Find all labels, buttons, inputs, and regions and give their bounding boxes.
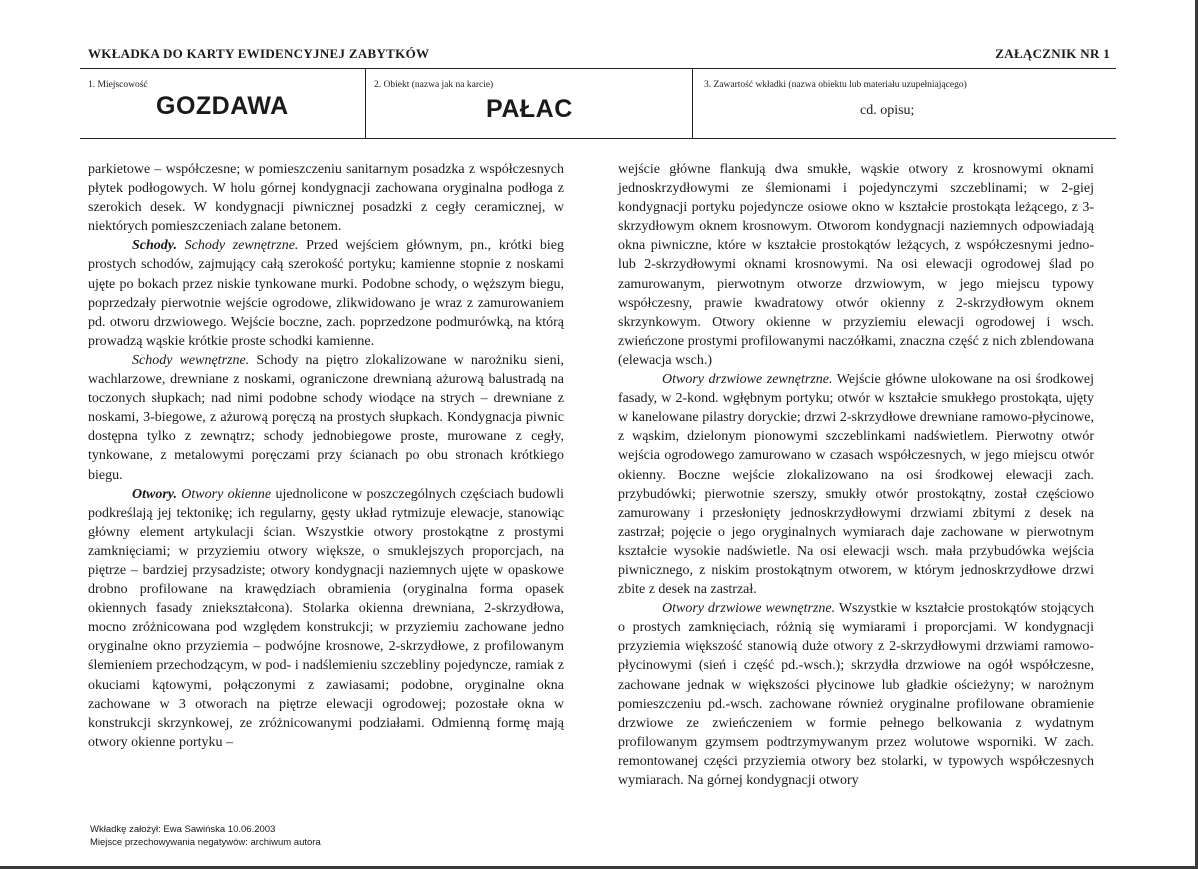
- paragraph-floors: parkietowe – współczesne; w pomieszczeniu sanitarnym posadzka z współczesnych płytek podłogowych. W holu górnej kondygnacji zachowana oryginalna podłoga z szerokich desek. W kondygnacji piwnicznej posadzki z cegły ceramicznej, w niektórych pomieszczeniach zalane betonem.: [88, 162, 564, 235]
- text-doors-internal: Wszystkie w kształcie prostokątów stojących o prostych zamknięciach, różnią się wymiarami i proporcjami. W kondygnacji przyziemia większość stanowią duże otwory z 2-skrzydłowymi drzwiami ramowo-płycinowymi (sień i część pd.-wsch.); skrzydła drzwiowe na ogół współczesne, zachowane jednak w większości płycinowe lub gładkie ościeżyny; w narożnym pomieszczeniu pd.-wsch. zachowane również oryginalne profilowane obramienie drzwiowe ze zwieńczeniem w formie pełnego belkowania z wydatnym profilowanym gzymsem podtrzymywanym przez wolutowe wsporniki. W zach. remontowanej części przyziemia otwory bez stolarki, w typowych współczesnych wymiarach. Na górnej kondygnacji otwory: [618, 601, 1095, 788]
- subheading-doors-external: Otwory drzwiowe zewnętrzne.: [662, 372, 833, 388]
- paragraph-doors-external: [618, 370, 1094, 599]
- subheading-stairs-internal: Schody wewnętrzne.: [132, 352, 250, 368]
- place-value: GOZDAWA: [156, 92, 289, 120]
- cell-divider-2: [692, 68, 693, 138]
- paragraph-portico-windows: wejście główne flankują dwa smukłe, wąskie otwory z krosnowymi oknami jednoskrzydłowymi ze ślemionami i pojedynczymi szczeblinami; w 2-giej kondygnacji portyku pojedyncze osiowe okno w kształcie prostokąta leżącego, z 3-skrzydłowym oknem krosnowym. Otworom kondygnacji naziemnych odpowiadają okna piwniczne, które w kształcie prostokątów leżących, z współczesnymi jedno- lub 2-skrzydłowymi oknami krosnowymi. Na osi elewacji ogrodowej ślad po zamurowanym, pierwotnym otworze drzwiowym, w jego miejscu typowy współczesny, prawie kwadratowy otwór okienny z 2-skrzydłowym oknem skrzynkowym. Otwory okienne w przyziemiu elewacji ogrodowej i wsch. zwieńczone prostymi profilowanymi naczółkami, znaczna część z nich zblendowana (elewacja wsch.): [618, 162, 1094, 368]
- object-label: 2. Obiekt (nazwa jak na karcie): [374, 80, 494, 90]
- heading-stairs: Schody.: [132, 238, 177, 254]
- annex-label: ZAŁĄCZNIK NR 1: [995, 46, 1110, 61]
- object-value: PAŁAC: [486, 95, 573, 123]
- footer-author: Wkładkę założył: Ewa Sawińska 10.06.2003: [90, 824, 276, 835]
- subheading-stairs-external: Schody zewnętrzne.: [184, 238, 299, 254]
- paragraph-doors-internal: [618, 599, 1094, 790]
- header-top-rule: [80, 68, 1116, 69]
- footer-negatives: Miejsce przechowywania negatywów: archiwum autora: [90, 837, 321, 848]
- text-stairs-external: Przed wejściem głównym, pn., krótki bieg prostych schodów, zajmujący całą szerokość portyku; kamienne stopnie z noskami ujęte po bokach przez niskie tynkowane murki. Podobne schody, o węższym biegu, poprzedzały pierwotnie wejście ogrodowe, zlikwidowano je wraz z zamurowaniem pd. otworu drzwiowego. Wejście boczne, zach. poprzedzone podmurówką, na którą prowadzą wąskie krótkie proste schodki kamienne.: [88, 238, 565, 349]
- place-label: 1. Miejscowość: [88, 80, 148, 90]
- left-text-column: [88, 160, 564, 752]
- content-value: cd. opisu;: [860, 103, 915, 118]
- content-label: 3. Zawartość wkładki (nazwa obiektu lub materiału uzupełniającego): [704, 80, 967, 90]
- cell-divider-1: [365, 68, 366, 138]
- form-title: WKŁADKA DO KARTY EWIDENCYJNEJ ZABYTKÓW: [88, 46, 430, 61]
- subheading-doors-internal: Otwory drzwiowe wewnętrzne.: [662, 601, 836, 617]
- heading-openings: Otwory.: [132, 486, 177, 502]
- paragraph-stairs-external: [88, 236, 564, 351]
- paragraph-stairs-internal: [88, 351, 564, 485]
- subheading-window-openings: Otwory okienne: [181, 486, 272, 502]
- right-text-column: [618, 160, 1094, 790]
- text-stairs-internal: Schody na piętro zlokalizowane w narożniku sieni, wachlarzowe, drewniane z noskami, ograniczone drewnianą ażurową balustradą na toczonych słupkach; nad nimi podobne schody wiodące na strych – drewniane z noskami, 3-biegowe, z ażurową poręczą na prostych słupkach. Kondygnacja piwnic dostępna tylko z zewnątrz; schody jednobiegowe proste, murowane z cegły, tynkowane, z metalowymi poręczami przy ścianach po obu stronach krótkiego biegu.: [88, 352, 565, 483]
- header-bottom-rule: [80, 138, 1116, 139]
- text-window-openings: ujednolicone w poszczególnych częściach budowli podkreślają jej tektonikę; ich regularny, gęsty układ rytmizuje elewacje, stanowiąc główny element artykulacji ścian. Wszystkie otwory prostokątne z prostymi zamknięciami; w przyziemiu otwory większe, o smuklejszych proporcjach, na piętrze – bardziej przysadziste; otwory kondygnacji naziemnych ujęte w opaskowe drobno profilowane na krawędziach obramienia (oryginalna forma opasek okiennych fasady zniekształcona). Stolarka okienna drewniana, 2-skrzydłowa, mocno zróżnicowana pod względem konstrukcji; w przyziemiu zachowane jedno oryginalne okno przyziemia – podwójne krosnowe, 2-skrzydłowe, z profilowanym ślemieniem przechodzącym, w pod- i nadślemieniu szczebliny pojedyncze, ramiak z okuciami kątowymi, połączonymi z zawiasami; podobne, oryginalne okna zachowane w 3 otworach na piętrze elewacji ogrodowej; pozostałe okna w konstrukcji skrzynkowej, ze zróżnicowanymi podziałami. Odmienną formę mają otwory okienne portyku –: [88, 486, 565, 750]
- paragraph-openings: [88, 485, 564, 752]
- text-doors-external: Wejście główne ulokowane na osi środkowej fasady, w 2-kond. wgłębnym portyku; otwór w kształcie smukłego prostokąta, ujęty w kanelowane pilastry doryckie; drzwi 2-skrzydłowe drewniane ramowo-płycinowe, z wąskim, dzielonym pionowymi szczeblinkami nadświetlem. Pierwotny otwór wejścia ogrodowego zamurowano w czasach współczesnych, w jego miejscu otwór okienny. Boczne wejście zlokalizowano na osi środkowej elewacji zach. przybudówki; pierwotnie szerszy, smukły otwór prostokątny, został częściowo zamurowany i przesłonięty jednoskrzydłowymi drzwiami zbitymi z desek na zastrzał; pojęcie o jego oryginalnych wymiarach daje zachowane w pierwotnym kształcie wysokie nadświetle. Na osi elewacji wsch. mała przybudówka wejścia piwnicznego, z niskim prostokątnym otworem, w którym jednoskrzydłowe drzwi zbite z desek na zastrzał.: [618, 372, 1094, 598]
